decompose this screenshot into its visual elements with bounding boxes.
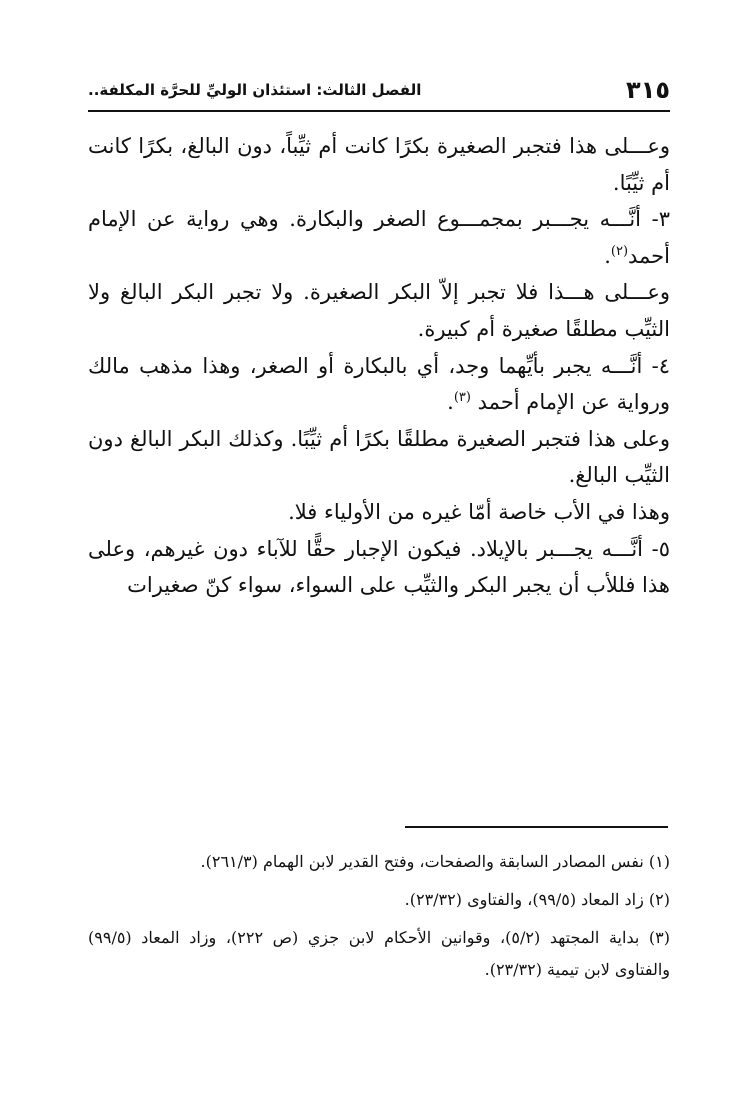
page-number: ٣١٥: [626, 76, 670, 104]
paragraph: [88, 201, 670, 274]
footnote-ref: (٢): [610, 243, 629, 259]
paragraph: [88, 348, 670, 421]
paragraph: وعلى هذا فتجبر الصغيرة مطلقًا بكرًا أم ثيِّبًا. وكذلك البكر البالغ دون الثيِّب البالغ.: [88, 426, 670, 488]
main-text: [88, 128, 670, 604]
footnote-separator: [405, 826, 668, 828]
paragraph: وهذا في الأب خاصة أمّا غيره من الأولياء فلا.: [288, 499, 670, 524]
footnote: (٣) بداية المجتهد (٥/٢)، وقوانين الأحكام لابن جزي (ص ٢٢٢)، وزاد المعاد (٩٩/٥) والفتاوى لابن تيمية (٢٣/٣٢).: [88, 928, 671, 979]
paragraph: وعـــلى هـــذا فلا تجبر إلاّ البكر الصغيرة. ولا تجبر البكر البالغ ولا الثيِّب مطلقًا صغيرة أم كبيرة.: [88, 280, 670, 341]
chapter-title: الفصل الثالث: استئذان الوليِّ للحرَّة المكلفة..: [88, 81, 422, 99]
paragraph: ٥- أنَّـــه يجـــبر بالإيلاد. فيكون الإجبار حقًّا للآباء دون غيرهم، وعلى هذا فللأب أن يجبر البكر والثيِّب على السواء، سواء كنّ صغيرات: [88, 536, 670, 598]
paragraph-end: .: [604, 243, 611, 268]
footnotes: [88, 846, 670, 992]
footnote: (٢) زاد المعاد (٩٩/٥)، والفتاوى (٢٣/٣٢).: [404, 890, 670, 909]
page-header: [88, 74, 670, 106]
paragraph-text: ٤- أنَّـــه يجبر بأيِّهما وجد، أي بالبكارة أو الصغر، وهذا مذهب مالك ورواية عن الإمام أحمد: [88, 353, 670, 415]
paragraph: وعـــلى هذا فتجبر الصغيرة بكرًا كانت أم ثيِّباً، دون البالغ، بكرًا كانت أم ثيِّبًا.: [88, 134, 670, 195]
paragraph-text: ٣- أنَّـــه يجـــبر بمجمـــوع الصغر والبكارة. وهي رواية عن الإمام أحمد: [88, 207, 670, 268]
footnote: (١) نفس المصادر السابقة والصفحات، وفتح القدير لابن الهمام (٢٦١/٣).: [200, 852, 670, 871]
footnote-ref: (٣): [453, 390, 471, 406]
paragraph-end: .: [447, 390, 454, 415]
header-rule: [88, 110, 670, 112]
